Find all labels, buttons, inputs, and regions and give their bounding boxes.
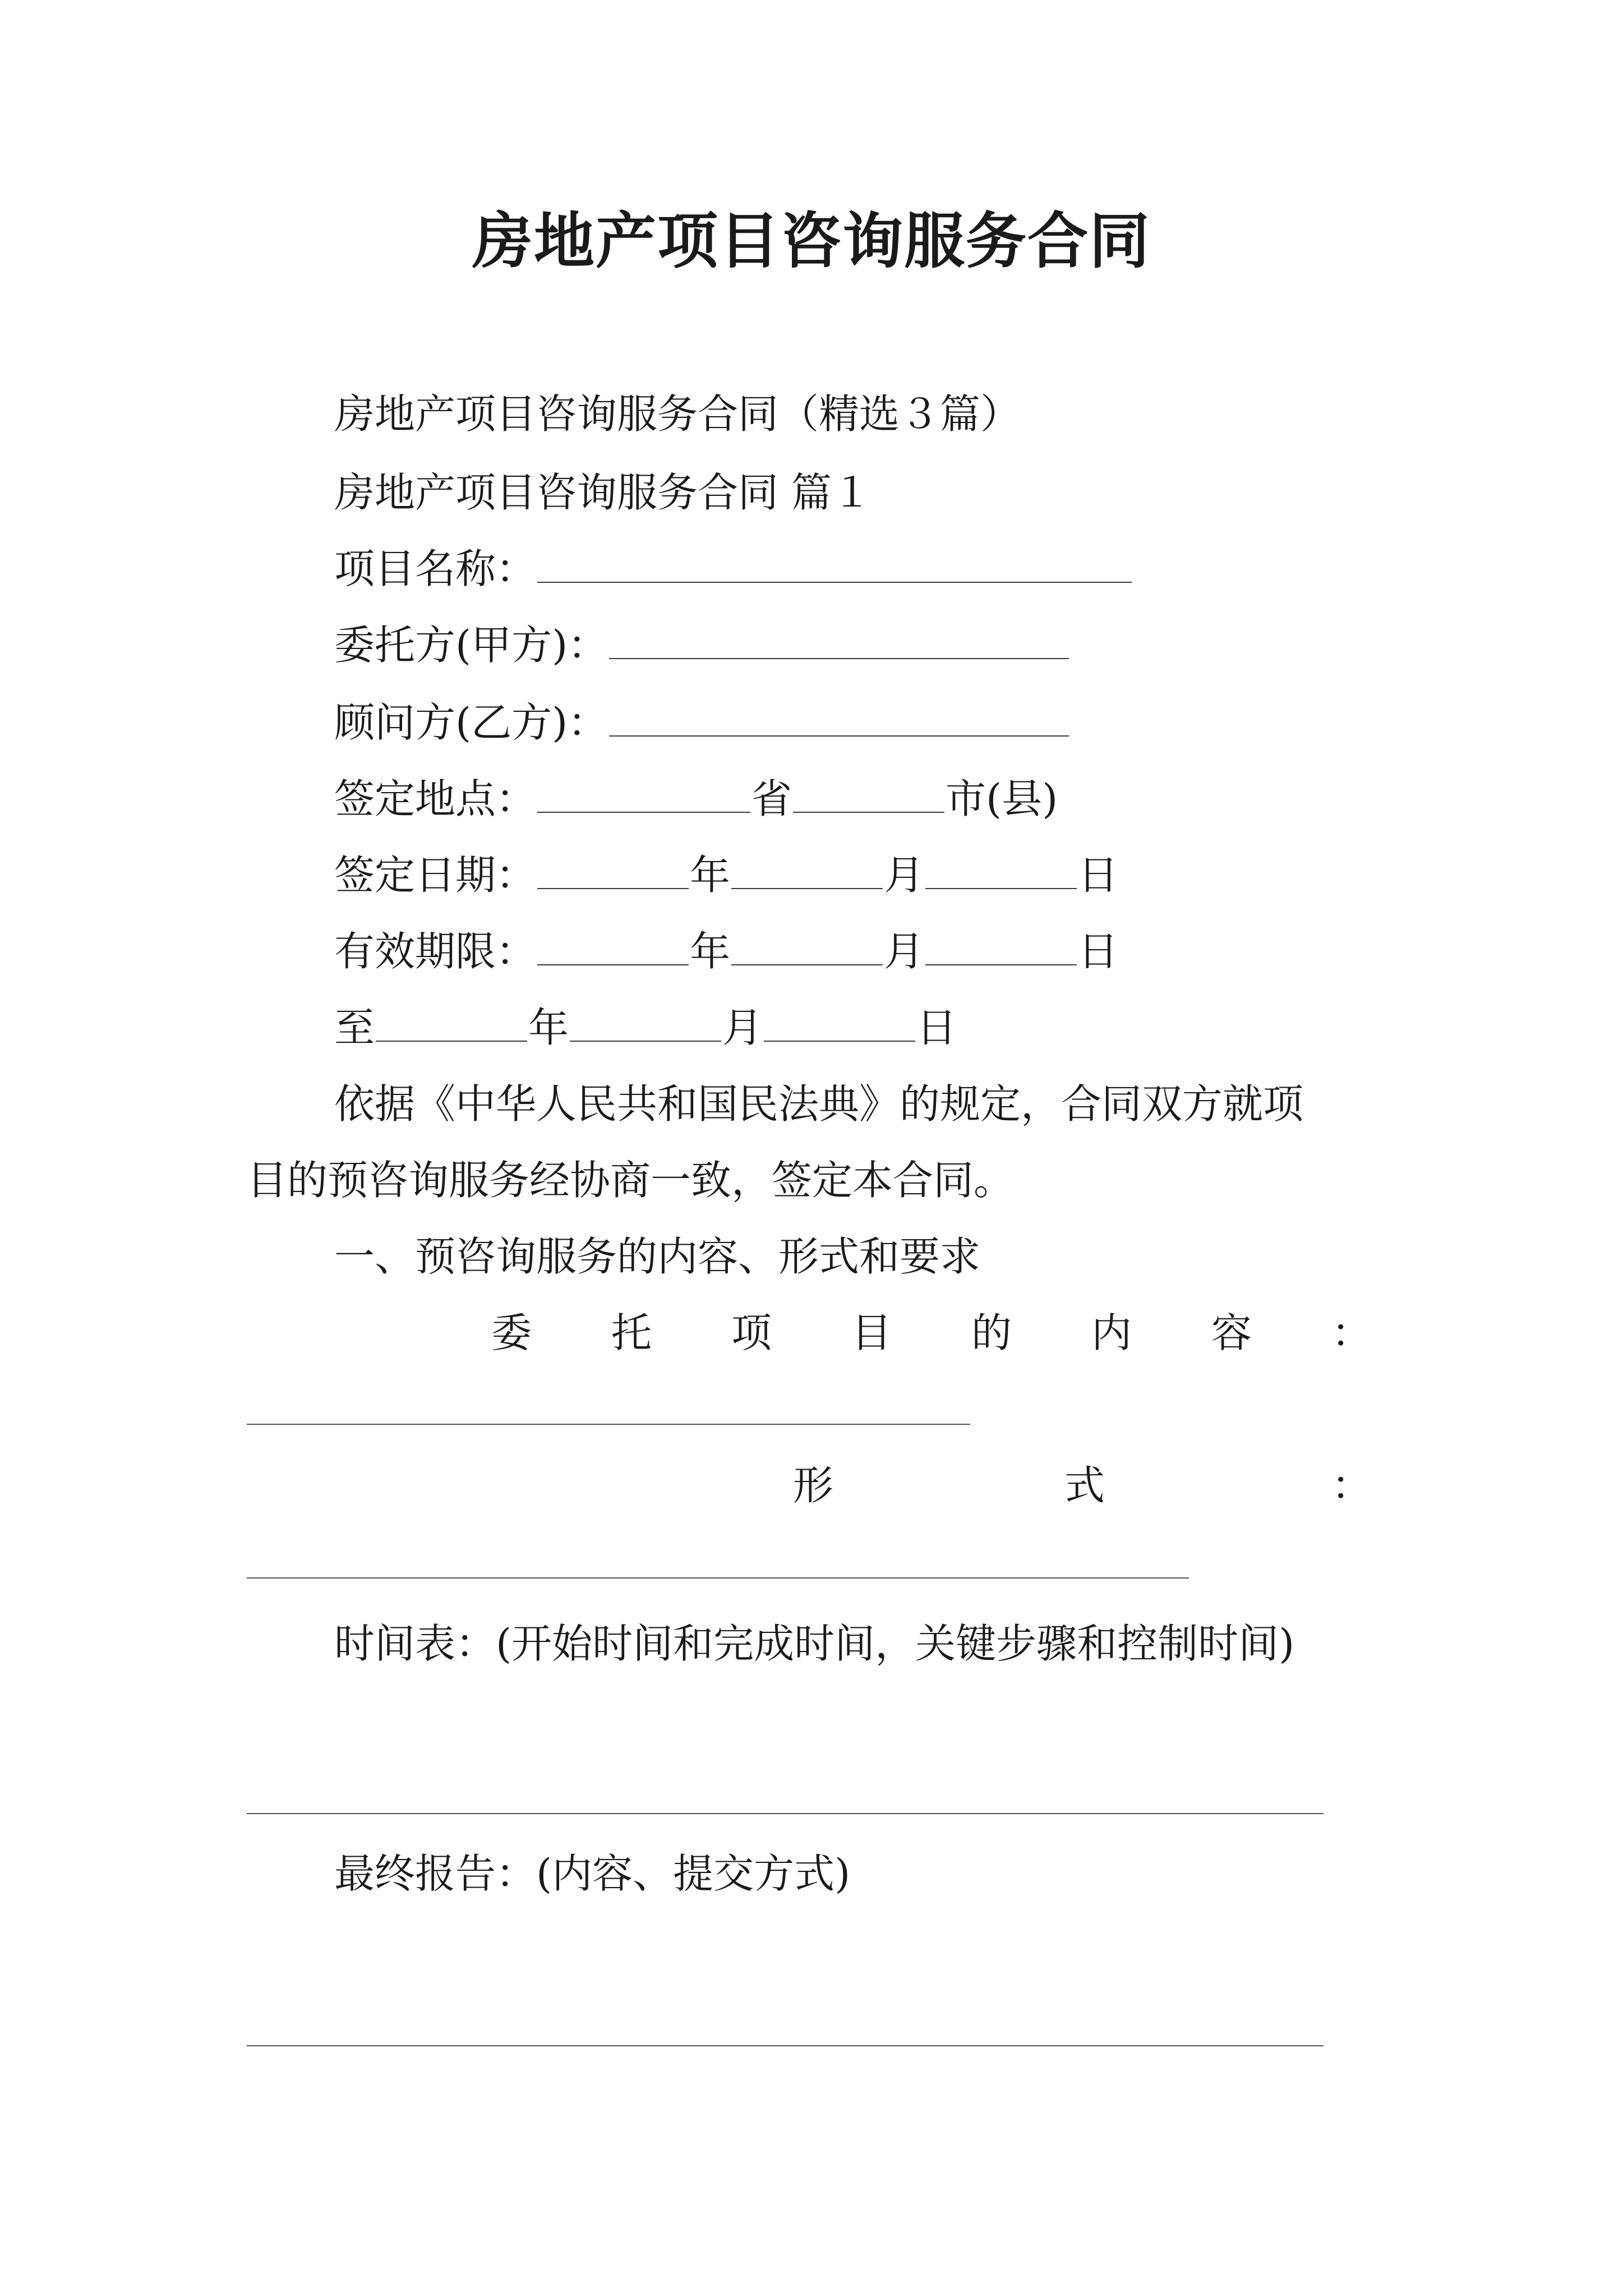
valid-day-blank[interactable] xyxy=(925,927,1077,965)
content-char: ： xyxy=(1331,1309,1372,1356)
form-char: ： xyxy=(1331,1462,1372,1509)
project-name-label: 项目名称： xyxy=(334,545,537,592)
sign-place-row xyxy=(334,771,1058,827)
project-name-row xyxy=(334,541,1133,597)
year-label: 年 xyxy=(690,928,731,975)
final-report-text: 最终报告：(内容、提交方式) xyxy=(334,1850,851,1897)
valid-month-blank[interactable] xyxy=(731,927,883,965)
year-label: 年 xyxy=(528,1004,569,1051)
day-label: 日 xyxy=(916,1004,957,1051)
end-day-blank[interactable] xyxy=(764,1004,915,1042)
sign-place-label: 签定地点： xyxy=(334,775,537,822)
valid-label: 有效期限： xyxy=(334,928,537,975)
sign-year-blank[interactable] xyxy=(537,851,689,889)
year-label: 年 xyxy=(690,852,731,899)
valid-period-row xyxy=(334,923,1118,979)
content-blank-line[interactable] xyxy=(247,1424,970,1425)
sign-date-label: 签定日期： xyxy=(334,852,537,899)
month-label: 月 xyxy=(884,928,925,975)
form-char: 式 xyxy=(1064,1462,1105,1509)
sign-month-blank[interactable] xyxy=(731,851,883,889)
section-heading: 房地产项目咨询服务合同 篇１ xyxy=(334,469,872,516)
consultant-label: 顾问方(乙方)： xyxy=(334,699,608,746)
content-char: 项 xyxy=(731,1309,772,1356)
province-blank[interactable] xyxy=(537,775,750,813)
valid-year-blank[interactable] xyxy=(537,927,689,965)
city-label: 市(县) xyxy=(946,775,1058,822)
form-label-spread xyxy=(0,1457,1623,1513)
content-char: 内 xyxy=(1091,1309,1132,1356)
document-subtitle: 房地产项目咨询服务合同（精选３篇） xyxy=(334,390,1021,438)
month-label: 月 xyxy=(722,1004,763,1051)
day-label: 日 xyxy=(1078,928,1119,975)
intro-line-1: 依据《中华人民共和国民法典》的规定，合同双方就项 xyxy=(334,1080,1304,1128)
content-label-spread xyxy=(0,1305,1623,1361)
consultant-blank[interactable] xyxy=(609,698,1069,737)
province-label: 省 xyxy=(751,775,792,822)
content-char: 容 xyxy=(1211,1309,1252,1356)
month-label: 月 xyxy=(884,852,925,899)
content-char: 托 xyxy=(611,1309,652,1356)
client-row xyxy=(334,617,1070,673)
valid-end-row xyxy=(334,1000,957,1056)
project-name-blank[interactable] xyxy=(537,545,1132,583)
schedule-blank-line[interactable] xyxy=(247,1813,1324,1814)
city-blank[interactable] xyxy=(793,775,944,813)
client-label: 委托方(甲方)： xyxy=(334,622,608,669)
schedule-text: 时间表：(开始时间和完成时间，关键步骤和控制时间) xyxy=(334,1620,1295,1667)
final-report-blank-line[interactable] xyxy=(247,2045,1324,2046)
content-char: 目 xyxy=(851,1309,892,1356)
intro-line-2: 目的预咨询服务经协商一致，签定本合同。 xyxy=(247,1157,1015,1204)
content-char: 的 xyxy=(971,1309,1012,1356)
form-blank-line[interactable] xyxy=(247,1577,1189,1579)
content-char: 委 xyxy=(491,1309,532,1356)
document-title: 房地产项目咨询服务合同 xyxy=(472,206,1151,277)
section1-heading: 一、预咨询服务的内容、形式和要求 xyxy=(334,1233,981,1280)
sign-day-blank[interactable] xyxy=(925,851,1077,889)
form-char: 形 xyxy=(793,1462,834,1509)
to-label: 至 xyxy=(334,1004,375,1051)
end-year-blank[interactable] xyxy=(376,1004,527,1042)
sign-date-row xyxy=(334,847,1118,903)
client-blank[interactable] xyxy=(609,621,1069,659)
consultant-row xyxy=(334,694,1070,751)
end-month-blank[interactable] xyxy=(570,1004,721,1042)
day-label: 日 xyxy=(1078,852,1119,899)
